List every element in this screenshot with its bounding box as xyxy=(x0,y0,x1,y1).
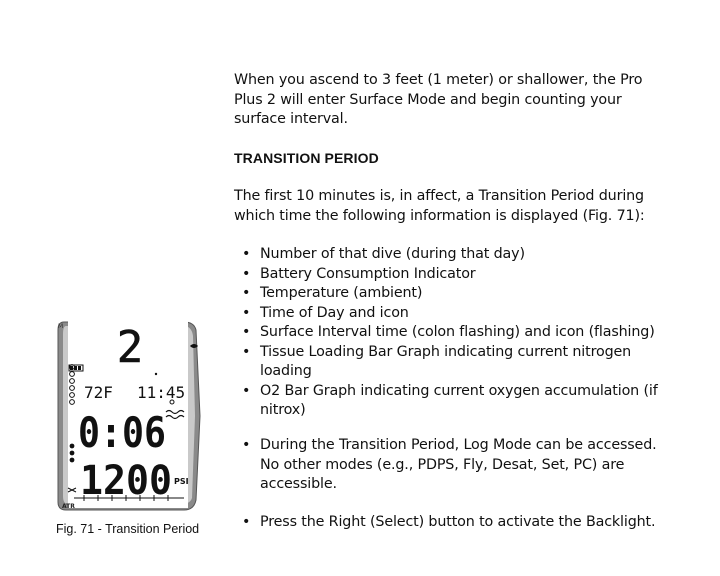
list-item: • Tissue Loading Bar Graph indicating current nitrogen loading xyxy=(234,343,674,382)
tank-pressure-readout: 1200 xyxy=(80,458,172,504)
o2-bargraph xyxy=(70,444,75,463)
list-item: • During the Transition Period, Log Mode can be accessed. No other modes (e.g., PDPS, Fly, Desat, Set, PC) are accessible. xyxy=(234,436,674,495)
intro-paragraph: When you ascend to 3 feet (1 meter) or shallower, the Pro Plus 2 will enter Surface Mode and begin counting your surface interval. xyxy=(234,72,643,127)
notes-list xyxy=(234,436,674,532)
time-of-day-readout: 11:45 xyxy=(137,383,186,402)
temperature-readout: 72F xyxy=(84,383,113,402)
surface-interval-readout: 0:06 xyxy=(78,408,166,457)
section-heading: TRANSITION PERIOD xyxy=(234,150,379,166)
list-item: • Battery Consumption Indicator xyxy=(234,265,674,285)
svg-text:M: M xyxy=(58,323,64,330)
transition-description: The first 10 minutes is, in affect, a Transition Period during which time the following information is displayed (Fig. 71): xyxy=(234,188,645,224)
atr-label: ATR xyxy=(62,503,75,510)
list-item: • Press the Right (Select) button to activate the Backlight. xyxy=(234,513,674,533)
list-item: • Number of that dive (during that day) xyxy=(234,245,674,265)
dive-number: 2 xyxy=(116,322,144,373)
pressure-unit: PSI xyxy=(174,477,189,486)
list-item: • Time of Day and icon xyxy=(234,304,674,324)
list-item: • O2 Bar Graph indicating current oxygen accumulation (if nitrox) xyxy=(234,382,674,421)
figure-caption: Fig. 71 - Transition Period xyxy=(56,522,200,536)
display-info-list xyxy=(234,245,674,421)
list-item: • Surface Interval time (colon flashing) and icon (flashing) xyxy=(234,323,674,343)
dive-computer-display xyxy=(54,316,204,516)
list-item: • Temperature (ambient) xyxy=(234,284,674,304)
